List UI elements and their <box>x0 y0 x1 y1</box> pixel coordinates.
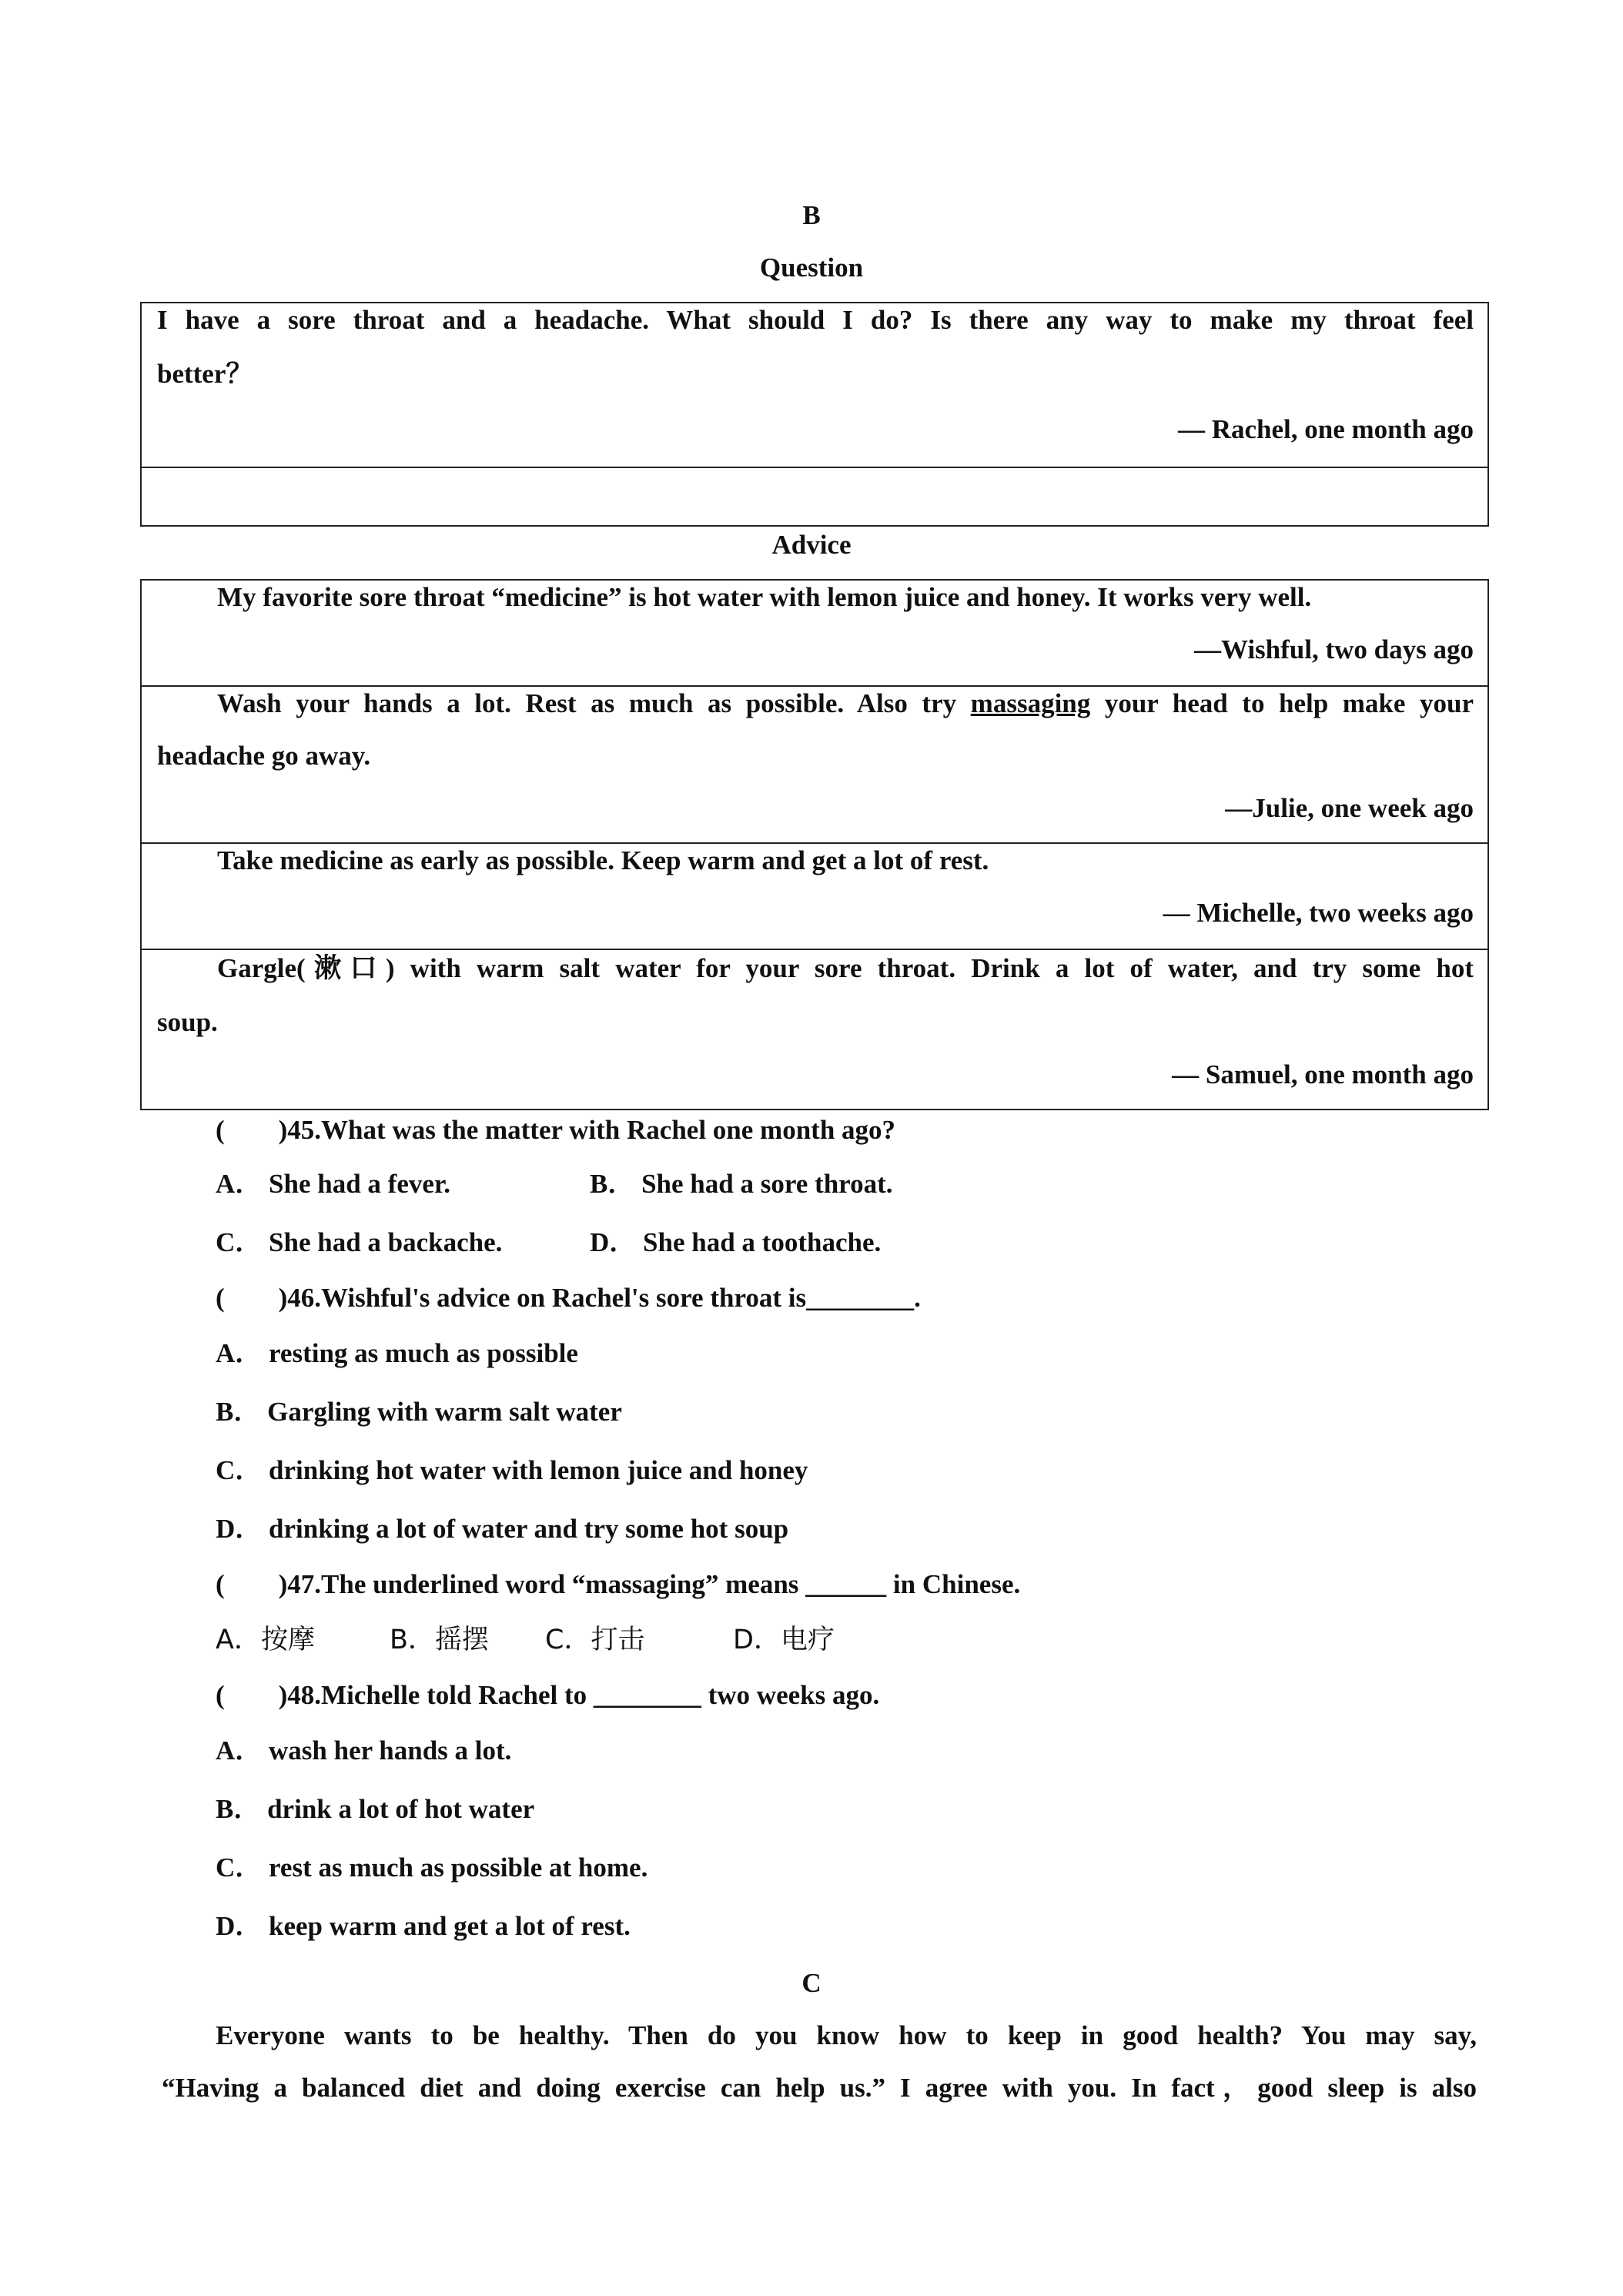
advice-box <box>140 579 1489 1110</box>
q45-option-c: C． She had a backache. <box>216 1227 503 1257</box>
advice-text <box>217 687 1474 721</box>
q45-option-a: A． She had a fever. <box>216 1169 450 1199</box>
advice-signature: — Michelle, two weeks ago <box>1163 898 1474 928</box>
q46-option-b: B． Gargling with warm salt water <box>216 1397 622 1427</box>
question-signature: — Rachel, one month ago <box>1177 414 1474 444</box>
advice-text-line2: headache go away. <box>157 741 371 771</box>
advice-item-samuel <box>142 949 1487 1109</box>
advice-text: Gargle(漱口) with warm salt water for your sore throat. Drink a lot of water, and try some hot <box>217 953 1474 983</box>
question-cell <box>142 303 1487 467</box>
q47-option-a: A．按摩 <box>216 1625 315 1655</box>
q47-option-b: B．摇摆 <box>390 1625 490 1655</box>
q48-option-b: B． drink a lot of hot water <box>216 1794 535 1824</box>
advice-text-part: Wash your hands a lot. Rest as much as possible. Also try <box>217 688 971 718</box>
q45-option-d: D． She had a toothache. <box>590 1227 882 1257</box>
question-46-stem: ( )46.Wishful's advice on Rachel's sore throat is________. <box>216 1283 921 1313</box>
question-text-line1: I have a sore throat and a headache. What should I do? Is there any way to make my throat feel <box>157 305 1474 335</box>
passage-c-line2: “Having a balanced diet and doing exercise can help us.” I agree with you. In fact，good sleep is also <box>162 2073 1477 2103</box>
advice-signature: —Julie, one week ago <box>1225 793 1474 823</box>
q48-option-d: D． keep warm and get a lot of rest. <box>216 1911 631 1941</box>
question-45-stem: ( )45.What was the matter with Rachel one month ago? <box>216 1115 896 1145</box>
q47-option-d: D．电疗 <box>733 1625 835 1655</box>
advice-text-part: your head to help make your <box>1090 688 1474 718</box>
advice-item-michelle <box>142 842 1487 949</box>
advice-item-julie <box>142 685 1487 842</box>
underlined-word: massaging <box>970 688 1091 718</box>
advice-text: My favorite sore throat “medicine” is hot water with lemon juice and honey. It works very well. <box>217 582 1312 612</box>
advice-item-wishful <box>142 581 1487 685</box>
question-48-stem: ( )48.Michelle told Rachel to ________ two weeks ago. <box>216 1680 880 1710</box>
advice-title: Advice <box>771 530 852 560</box>
question-text-line2: better？ <box>157 359 253 389</box>
q46-option-c: C． drinking hot water with lemon juice and honey <box>216 1455 808 1485</box>
section-b-heading: B <box>802 200 821 230</box>
section-c-heading: C <box>801 1968 822 1998</box>
question-title: Question <box>759 253 864 283</box>
advice-text: Take medicine as early as possible. Keep warm and get a lot of rest. <box>217 845 989 875</box>
q47-option-c: C．打击 <box>545 1625 645 1655</box>
question-box <box>140 302 1489 527</box>
advice-signature: — Samuel, one month ago <box>1172 1059 1474 1089</box>
q46-option-a: A． resting as much as possible <box>216 1338 578 1368</box>
question-47-stem: ( )47.The underlined word “massaging” means ______ in Chinese. <box>216 1569 1021 1599</box>
question-empty-cell <box>142 467 1487 525</box>
passage-c-line1: Everyone wants to be healthy. Then do you know how to keep in good health? You may say, <box>216 2020 1477 2050</box>
q46-option-d: D． drinking a lot of water and try some hot soup <box>216 1514 789 1544</box>
advice-text-line2: soup. <box>157 1007 218 1037</box>
q48-option-c: C． rest as much as possible at home. <box>216 1853 648 1883</box>
advice-signature: —Wishful, two days ago <box>1193 634 1474 664</box>
q45-option-b: B． She had a sore throat. <box>590 1169 893 1199</box>
q48-option-a: A． wash her hands a lot. <box>216 1735 512 1766</box>
